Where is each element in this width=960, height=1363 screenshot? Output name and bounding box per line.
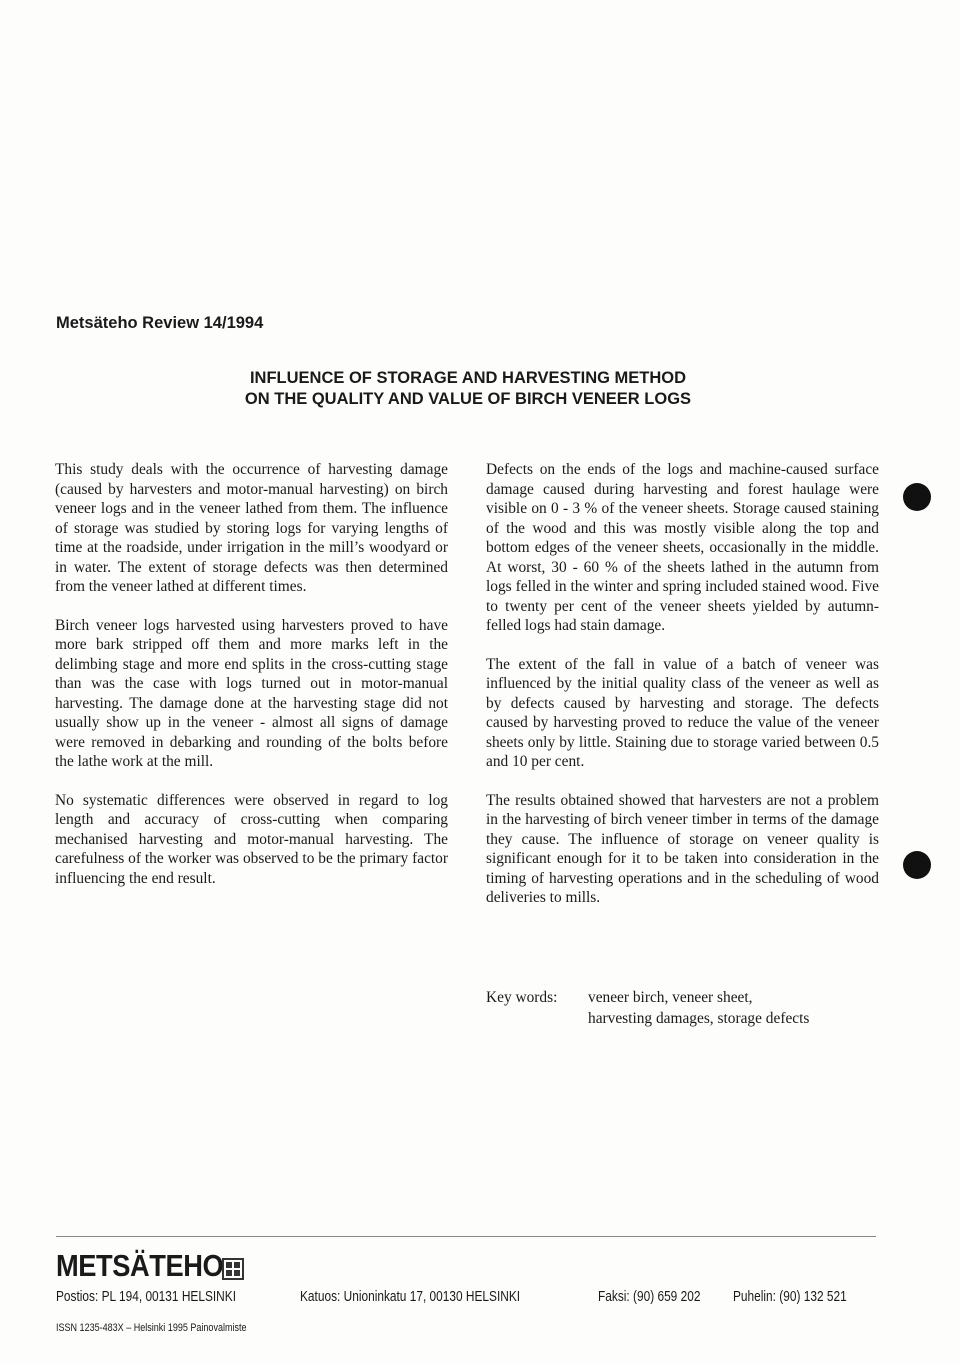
- abstract-paragraph: Defects on the ends of the logs and machine-caused surface damage caused during harvesting and forest haulage were visible on 0 - 3 % of the veneer sheets. Storage caused staining of the wood and this was mostly visible along the top and bottom edges of the veneer sheets, occasionally in the middle. At worst, 30 - 60 % of the sheets lathed in the autumn from logs felled in the winter and spring included stained wood. Five to twenty per cent of the veneer sheets yielded by autumn-felled logs had stain damage.: [486, 461, 879, 634]
- right-column: [486, 460, 879, 927]
- abstract-paragraph: This study deals with the occurrence of harvesting damage (caused by harvesters and motor-manual harvesting) on birch veneer logs and in the veneer lathed from them. The influence of storage was studied by storing logs for varying lengths of time at the roadside, under irrigation in the mill’s woodyard or in water. The extent of storage defects was then determined from the veneer lathed at different times.: [55, 461, 448, 595]
- publisher-logo-icon: [222, 1258, 244, 1280]
- keywords-line-1: veneer birch, veneer sheet,: [588, 989, 753, 1006]
- phone-number: Puhelin: (90) 132 521: [733, 1289, 847, 1305]
- abstract-paragraph: Birch veneer logs harvested using harvesters proved to have more bark stripped off them and more marks left in the delimbing stage and more end splits in the cross-cutting stage than was the case with logs turned out in motor-manual harvesting. The damage done at the harvesting stage did not usually show up in the veneer - almost all signs of damage were removed in debarking and rounding of the bolts before the lathe work at the mill.: [55, 616, 448, 770]
- footer-divider: [56, 1236, 876, 1237]
- title-line-2: ON THE QUALITY AND VALUE OF BIRCH VENEER LOGS: [244, 390, 692, 408]
- title-line-1: INFLUENCE OF STORAGE AND HARVESTING METHOD: [249, 369, 687, 387]
- abstract-paragraph: The results obtained showed that harvesters are not a problem in the harvesting of birch veneer timber in terms of the damage they cause. The influence of storage on veneer quality is significant enough for it to be taken into consideration in the timing of harvesting operations and in the scheduling of wood deliveries to mills.: [486, 791, 879, 906]
- left-column: [55, 460, 448, 907]
- fax-number: Faksi: (90) 659 202: [598, 1289, 701, 1305]
- keywords: [486, 987, 809, 1029]
- postal-address: Postios: PL 194, 00131 HELSINKI: [56, 1289, 237, 1305]
- keywords-list: [588, 987, 809, 1029]
- abstract-paragraph: No systematic differences were observed in regard to log length and accuracy of cross-cutting when comparing mechanised harvesting and motor-manual harvesting. The carefulness of the worker was observed to be the primary factor influencing the end result.: [55, 791, 448, 887]
- punch-hole-top: [903, 483, 931, 511]
- issn-line: ISSN 1235-483X – Helsinki 1995 Painovalmiste: [56, 1322, 247, 1334]
- punch-hole-bottom: [903, 851, 931, 879]
- keywords-line-2: harvesting damages, storage defects: [588, 1010, 810, 1027]
- abstract-paragraph: The extent of the fall in value of a batch of veneer was influenced by the initial quality class of the veneer as well as by defects caused by harvesting and storage. The defects caused by harvesting proved to reduce the value of the veneer sheets only by little. Staining due to storage varied between 0.5 and 10 per cent.: [486, 655, 879, 770]
- publisher-logo-text: METSÄTEHO: [56, 1248, 224, 1283]
- keywords-label: Key words:: [486, 989, 558, 1006]
- review-label: Metsäteho Review 14/1994: [56, 314, 264, 332]
- street-address: Katuos: Unioninkatu 17, 00130 HELSINKI: [300, 1289, 521, 1305]
